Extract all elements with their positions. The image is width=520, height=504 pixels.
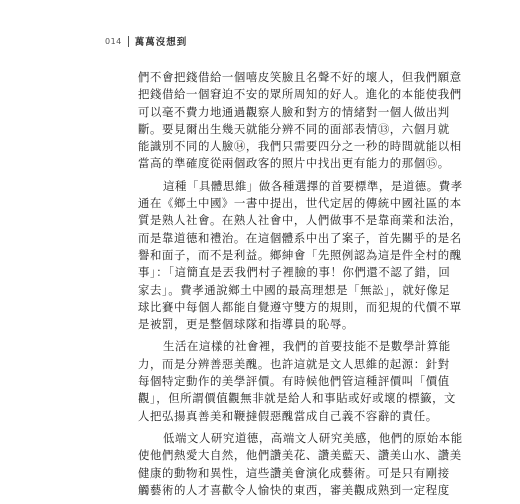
text-line: 觸藝術的人才喜歡令人愉快的東西，審美觀成熟到一定程度: [138, 482, 450, 497]
paragraph-3: [138, 338, 457, 424]
text-line: 每個特定動作的美學評價。有時候他們管這種評價叫「價值: [138, 374, 450, 389]
text-line: 生活在這樣的社會裡，我們的首要技能不是數學計算能: [163, 339, 451, 354]
text-line: 使他們熱愛大自然，他們讚美花、讚美藍天、讚美山水、讚美: [138, 448, 462, 463]
body-text: [138, 69, 463, 504]
text-line: 人把弘揚真善美和鞭撻假惡醜當成自己義不容辭的責任。: [138, 408, 438, 423]
text-line: 力，而是分辨善惡美醜。也許這就是文人思維的起源：針對: [138, 356, 450, 371]
text-line: 當高的準確度從兩個政客的照片中找出更有能力的那個⑮。: [138, 156, 450, 171]
text-line: 球比賽中每個人都能自覺遵守雙方的規則，而犯規的代價不單: [138, 299, 462, 314]
text-line: 通在《鄉土中國》一書中提出，世代定居的傳統中國社區的本: [138, 196, 462, 211]
text-line: 家去」。費孝通說鄉土中國的最高理想是「無訟」，就好像足: [138, 282, 451, 297]
text-line: 可以毫不費力地通過觀察人臉和對方的情緒對一個人做出判: [138, 104, 450, 119]
text-line: 譽和面子，而不是利益。鄉紳會「先照例認為這是件全村的醜: [138, 247, 462, 262]
text-line: 事」：「這簡直是丟我們村子裡臉的事！你們還不認了錯，回: [138, 265, 451, 280]
text-line: 低端文人研究道德，高端文人研究美感，他們的原始本能: [163, 430, 463, 445]
text-line: 斷。要見爾出生幾天就能分辨不同的面部表情⑬，六個月就: [138, 121, 450, 136]
text-line: 這種「具體思維」做各種選擇的首要標準，是道德。費孝: [163, 178, 463, 193]
header-divider: [128, 36, 129, 47]
text-line: 健康的動物和異性，這些讚美會演化成藝術。可是只有剛接: [138, 465, 450, 480]
text-line: 能識別不同的人臉⑭，我們只需要四分之一秒的時間就能以相: [138, 139, 462, 154]
text-line: 是被罰，更是整個球隊和指導員的恥辱。: [138, 317, 354, 332]
text-line: 們不會把錢借給一個嘻皮笑臉且名聲不好的壞人，但我們願意: [138, 70, 462, 84]
paragraph-4: [138, 430, 463, 499]
text-line: 而是靠道德和禮治。在這個體系中出了案子，首先關乎的是名: [138, 230, 462, 245]
page-number: 014: [105, 36, 122, 46]
paragraph-1: [138, 69, 462, 173]
paragraph-2: [138, 178, 463, 334]
running-header: [105, 33, 187, 49]
text-line: 把錢借給一個窘迫不安的眾所周知的好人。進化的本能使我們: [138, 87, 462, 102]
running-title: 萬萬沒想到: [134, 37, 188, 48]
text-line: 觀」，但所謂價值觀無非就是給人和事貼或好或壞的標籤，文: [138, 391, 457, 406]
text-line: 質是熟人社會。在熟人社會中，人們做事不是靠商業和法治，: [138, 213, 462, 228]
